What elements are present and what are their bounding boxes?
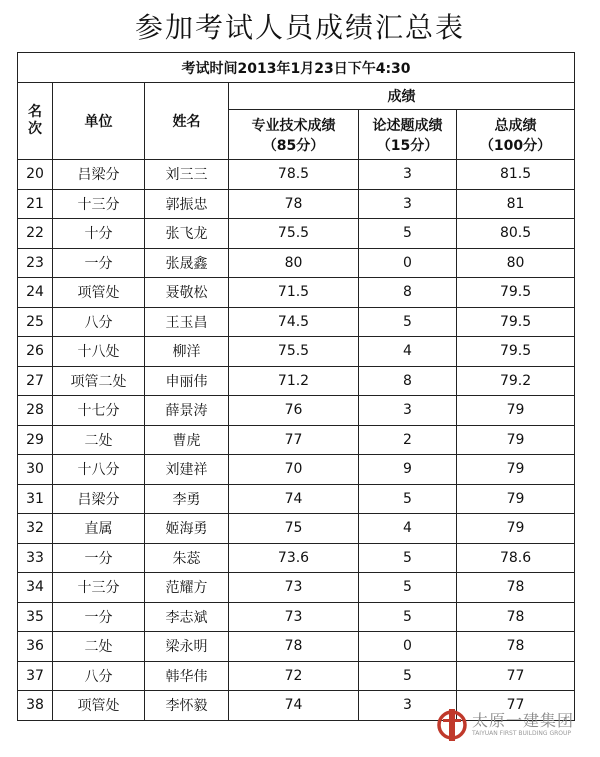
- total-score-cell: 78.6: [457, 543, 575, 573]
- essay-score-cell: 3: [359, 691, 457, 721]
- rank-cell: 21: [18, 189, 53, 219]
- essay-score-cell: 5: [359, 661, 457, 691]
- table-row: [18, 337, 575, 367]
- header-professional-max: （85分）: [262, 137, 325, 154]
- total-score-cell: 79: [457, 514, 575, 544]
- table-row: [18, 661, 575, 691]
- total-score-cell: 78: [457, 573, 575, 603]
- essay-score-cell: 4: [359, 337, 457, 367]
- header-essay-max: （15分）: [376, 137, 439, 154]
- total-score-cell: 79: [457, 396, 575, 426]
- total-score-cell: 80.5: [457, 219, 575, 249]
- essay-score-cell: 5: [359, 307, 457, 337]
- professional-score-cell: 75.5: [229, 219, 359, 249]
- unit-cell: 十八分: [53, 455, 145, 485]
- unit-cell: 十七分: [53, 396, 145, 426]
- name-cell: 柳洋: [145, 337, 229, 367]
- rank-cell: 33: [18, 543, 53, 573]
- table-row: [18, 455, 575, 485]
- header-unit: 单位: [53, 83, 145, 160]
- name-cell: 梁永明: [145, 632, 229, 662]
- essay-score-cell: 8: [359, 278, 457, 308]
- total-score-cell: 81: [457, 189, 575, 219]
- name-cell: 张晟鑫: [145, 248, 229, 278]
- unit-cell: 项管二处: [53, 366, 145, 396]
- table-row: [18, 396, 575, 426]
- total-score-cell: 79.5: [457, 307, 575, 337]
- professional-score-cell: 73.6: [229, 543, 359, 573]
- essay-score-cell: 4: [359, 514, 457, 544]
- name-cell: 李勇: [145, 484, 229, 514]
- unit-cell: 直属: [53, 514, 145, 544]
- essay-score-cell: 8: [359, 366, 457, 396]
- professional-score-cell: 78: [229, 189, 359, 219]
- table-row: [18, 160, 575, 190]
- exam-time: 考试时间2013年1月23日下午4:30: [18, 53, 575, 83]
- score-table: [17, 52, 575, 721]
- professional-score-cell: 74: [229, 691, 359, 721]
- rank-cell: 35: [18, 602, 53, 632]
- rank-cell: 30: [18, 455, 53, 485]
- rank-cell: 26: [18, 337, 53, 367]
- professional-score-cell: 73: [229, 573, 359, 603]
- essay-score-cell: 9: [359, 455, 457, 485]
- unit-cell: 项管处: [53, 691, 145, 721]
- unit-cell: 吕梁分: [53, 484, 145, 514]
- table-row: [18, 602, 575, 632]
- table-row: [18, 484, 575, 514]
- header-essay: [359, 110, 457, 160]
- professional-score-cell: 78: [229, 632, 359, 662]
- unit-cell: 十八处: [53, 337, 145, 367]
- rank-cell: 20: [18, 160, 53, 190]
- professional-score-cell: 75: [229, 514, 359, 544]
- name-cell: 王玉昌: [145, 307, 229, 337]
- header-rank-label: 名次: [28, 104, 42, 137]
- professional-score-cell: 70: [229, 455, 359, 485]
- rank-cell: 25: [18, 307, 53, 337]
- name-cell: 李志斌: [145, 602, 229, 632]
- rank-cell: 37: [18, 661, 53, 691]
- name-cell: 刘建祥: [145, 455, 229, 485]
- rank-cell: 38: [18, 691, 53, 721]
- essay-score-cell: 3: [359, 160, 457, 190]
- name-cell: 刘三三: [145, 160, 229, 190]
- total-score-cell: 79.2: [457, 366, 575, 396]
- professional-score-cell: 74.5: [229, 307, 359, 337]
- name-cell: 郭振忠: [145, 189, 229, 219]
- name-cell: 聂敬松: [145, 278, 229, 308]
- total-score-cell: 79: [457, 455, 575, 485]
- essay-score-cell: 5: [359, 484, 457, 514]
- rank-cell: 23: [18, 248, 53, 278]
- rank-cell: 22: [18, 219, 53, 249]
- name-cell: 朱蕊: [145, 543, 229, 573]
- header-total-max: （100分）: [479, 137, 552, 154]
- table-row: [18, 514, 575, 544]
- name-cell: 姬海勇: [145, 514, 229, 544]
- header-score-group: 成绩: [229, 83, 575, 110]
- essay-score-cell: 0: [359, 632, 457, 662]
- total-score-cell: 78: [457, 602, 575, 632]
- unit-cell: 一分: [53, 248, 145, 278]
- professional-score-cell: 72: [229, 661, 359, 691]
- total-score-cell: 79.5: [457, 337, 575, 367]
- essay-score-cell: 2: [359, 425, 457, 455]
- total-score-cell: 78: [457, 632, 575, 662]
- rank-cell: 29: [18, 425, 53, 455]
- table-row: [18, 248, 575, 278]
- table-row: [18, 425, 575, 455]
- total-score-cell: 79: [457, 425, 575, 455]
- total-score-cell: 77: [457, 661, 575, 691]
- table-row: [18, 543, 575, 573]
- watermark-text: 太原一建集团: [472, 711, 575, 730]
- name-cell: 曹虎: [145, 425, 229, 455]
- unit-cell: 一分: [53, 543, 145, 573]
- professional-score-cell: 71.5: [229, 278, 359, 308]
- name-cell: 韩华伟: [145, 661, 229, 691]
- essay-score-cell: 5: [359, 219, 457, 249]
- rank-cell: 28: [18, 396, 53, 426]
- score-table-body: [18, 160, 575, 721]
- unit-cell: 二处: [53, 632, 145, 662]
- unit-cell: 十三分: [53, 573, 145, 603]
- unit-cell: 八分: [53, 307, 145, 337]
- name-cell: 申丽伟: [145, 366, 229, 396]
- professional-score-cell: 78.5: [229, 160, 359, 190]
- essay-score-cell: 3: [359, 396, 457, 426]
- table-row: [18, 632, 575, 662]
- rank-cell: 27: [18, 366, 53, 396]
- unit-cell: 八分: [53, 661, 145, 691]
- name-cell: 李怀毅: [145, 691, 229, 721]
- name-cell: 范耀方: [145, 573, 229, 603]
- header-professional: [229, 110, 359, 160]
- header-essay-label: 论述题成绩: [372, 117, 443, 134]
- watermark-subtext: TAIYUAN FIRST BUILDING GROUP: [472, 730, 572, 737]
- table-row: [18, 189, 575, 219]
- header-professional-label: 专业技术成绩: [251, 117, 336, 134]
- professional-score-cell: 80: [229, 248, 359, 278]
- header-rank: [18, 83, 53, 160]
- professional-score-cell: 74: [229, 484, 359, 514]
- table-row: [18, 366, 575, 396]
- essay-score-cell: 5: [359, 573, 457, 603]
- unit-cell: 十分: [53, 219, 145, 249]
- professional-score-cell: 73: [229, 602, 359, 632]
- rank-cell: 34: [18, 573, 53, 603]
- header-name: 姓名: [145, 83, 229, 160]
- unit-cell: 项管处: [53, 278, 145, 308]
- table-row: [18, 219, 575, 249]
- essay-score-cell: 3: [359, 189, 457, 219]
- unit-cell: 二处: [53, 425, 145, 455]
- rank-cell: 31: [18, 484, 53, 514]
- table-row: [18, 307, 575, 337]
- header-total-label: 总成绩: [494, 117, 537, 134]
- table-row: [18, 278, 575, 308]
- total-score-cell: 81.5: [457, 160, 575, 190]
- page-title: 参加考试人员成绩汇总表: [134, 11, 465, 44]
- rank-cell: 32: [18, 514, 53, 544]
- professional-score-cell: 75.5: [229, 337, 359, 367]
- name-cell: 张飞龙: [145, 219, 229, 249]
- total-score-cell: 79.5: [457, 278, 575, 308]
- professional-score-cell: 76: [229, 396, 359, 426]
- watermark-logo: [436, 703, 596, 749]
- professional-score-cell: 77: [229, 425, 359, 455]
- total-score-cell: 79: [457, 484, 575, 514]
- essay-score-cell: 5: [359, 543, 457, 573]
- name-cell: 薛景涛: [145, 396, 229, 426]
- unit-cell: 吕梁分: [53, 160, 145, 190]
- rank-cell: 36: [18, 632, 53, 662]
- total-score-cell: 80: [457, 248, 575, 278]
- table-row: [18, 573, 575, 603]
- unit-cell: 一分: [53, 602, 145, 632]
- logo-mark-icon: [436, 705, 468, 745]
- professional-score-cell: 71.2: [229, 366, 359, 396]
- unit-cell: 十三分: [53, 189, 145, 219]
- essay-score-cell: 0: [359, 248, 457, 278]
- header-total: [457, 110, 575, 160]
- essay-score-cell: 5: [359, 602, 457, 632]
- rank-cell: 24: [18, 278, 53, 308]
- total-score-cell: 77: [457, 691, 575, 721]
